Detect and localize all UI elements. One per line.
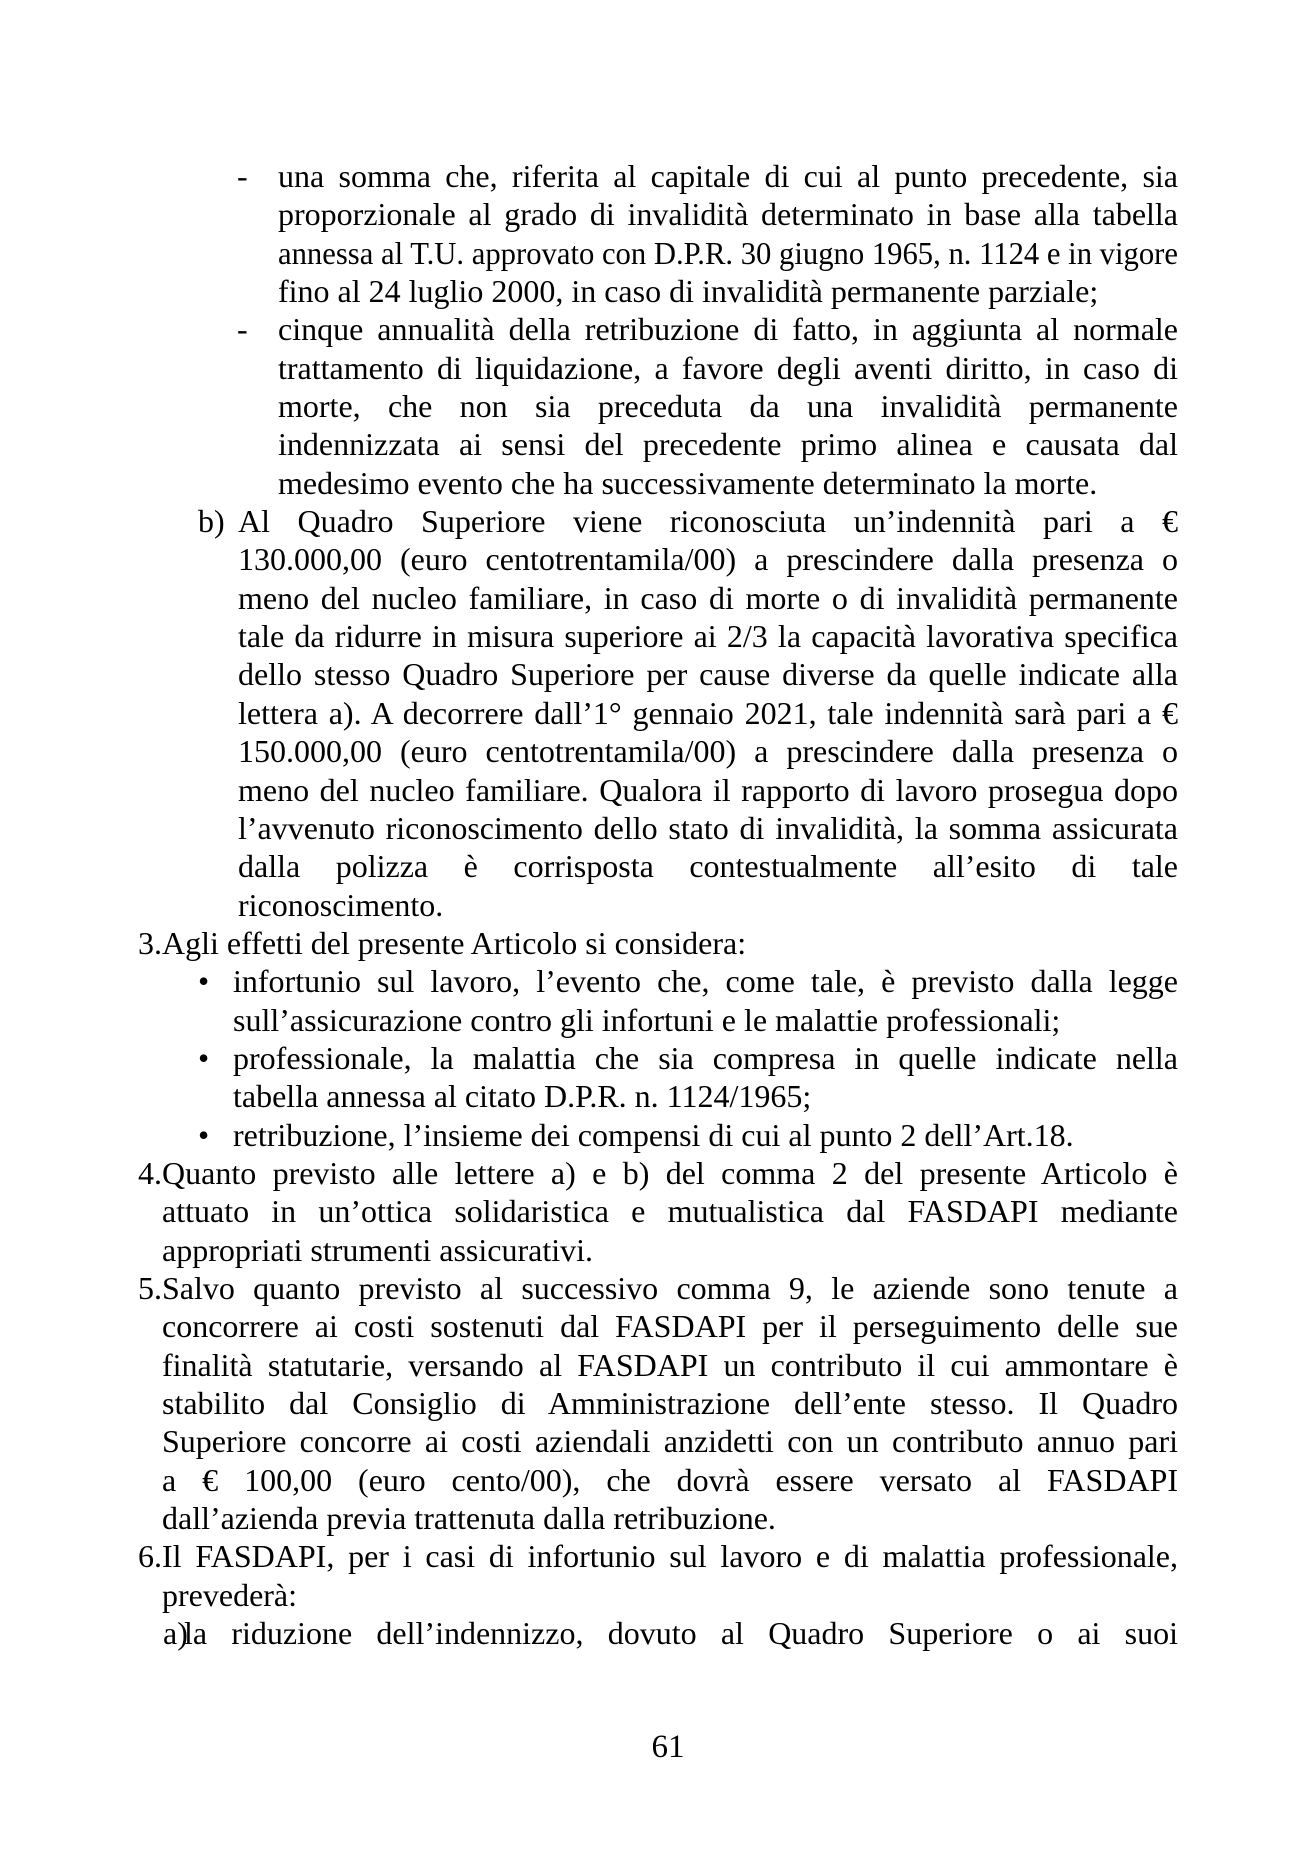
text-line: riconoscimento.: [238, 886, 444, 923]
list-item-letter-inline-a: [163, 1614, 1178, 1652]
text-line: trattamento di liquidazione, a favore degli aventi diritto, in caso di: [278, 349, 1178, 386]
list-item-number-6: [138, 1537, 1178, 1614]
text-line: tale da ridurre in misura superiore ai 2/3 la capacità lavorativa specifica: [238, 618, 1178, 655]
list-item-number-5: [138, 1269, 1178, 1537]
text-line: attuato in un’ottica solidaristica e mutualistica dal FASDAPI mediante: [162, 1193, 1178, 1230]
list-item-bullet-: [198, 1039, 1178, 1116]
list-item-number-4: [138, 1154, 1178, 1269]
list-marker: -: [237, 311, 248, 348]
text-line: proporzionale al grado di invalidità determinato in base alla tabella: [278, 196, 1178, 233]
list-marker: •: [198, 1039, 210, 1076]
text-line: l’avvenuto riconoscimento dello stato di invalidità, la somma assicurata: [238, 809, 1178, 846]
list-item-lines: [184, 1614, 1178, 1652]
text-line: stabilito dal Consiglio di Amministrazione dell’ente stesso. Il Quadro: [162, 1385, 1178, 1421]
list-item-lines: [278, 310, 1178, 502]
text-line: medesimo evento che ha successivamente determinato la morte.: [278, 464, 1098, 501]
list-marker: -: [237, 158, 248, 194]
text-line: Al Quadro Superiore viene riconosciuta un’indennità pari a €: [238, 503, 1178, 540]
text-line: 130.000,00 (euro centotrentamila/00) a prescindere dalla presenza o: [238, 541, 1178, 578]
text-line: sull’assicurazione contro gli infortuni e le malattie professionali;: [233, 1001, 1061, 1038]
text-line: retribuzione, l’insieme dei compensi di cui al punto 2 dell’Art.18.: [233, 1116, 1074, 1153]
list-item-dash-: [237, 157, 1178, 310]
list-item-lines: [233, 1116, 1178, 1154]
text-line: dall’azienda previa trattenuta dalla retribuzione.: [162, 1500, 776, 1537]
text-line: dello stesso Quadro Superiore per cause diverse da quelle indicate alla: [238, 656, 1178, 693]
text-line: finalità statutarie, versando al FASDAPI un contributo il cui ammontare è: [162, 1346, 1178, 1383]
text-line: a € 100,00 (euro cento/00), che dovrà essere versato al FASDAPI: [162, 1461, 1178, 1498]
text-line: prevederà:: [162, 1576, 298, 1613]
page-number: 61: [651, 1729, 685, 1765]
text-line: dalla polizza è corrisposta contestualmente all’esito di tale: [238, 848, 1178, 885]
list-item-bullet-: [198, 962, 1178, 1039]
list-item-lines: [233, 962, 1178, 1039]
list-item-lines: [162, 1154, 1178, 1269]
text-line: una somma che, riferita al capitale di cui al punto precedente, sia: [278, 158, 1178, 194]
text-line: tabella annessa al citato D.P.R. n. 1124/1965;: [233, 1078, 812, 1115]
list-marker: 4.: [138, 1154, 162, 1191]
list-marker: •: [198, 1116, 210, 1153]
text-line: indennizzata ai sensi del precedente primo alinea e causata dal: [278, 426, 1178, 463]
text-line: infortunio sul lavoro, l’evento che, come tale, è previsto dalla legge: [233, 963, 1178, 1000]
text-line: annessa al T.U. approvato con D.P.R. 30 giugno 1965, n. 1124 e in vigore: [278, 234, 1178, 271]
list-marker: a): [163, 1615, 188, 1652]
text-line: 150.000,00 (euro centotrentamila/00) a prescindere dalla presenza o: [238, 733, 1178, 770]
list-item-lines: [162, 1537, 1178, 1614]
list-marker: 3.: [138, 924, 162, 961]
list-marker: 5.: [138, 1269, 162, 1306]
list-item-number-3: [138, 924, 1178, 962]
list-item-lines: [238, 502, 1178, 924]
text-line: fino al 24 luglio 2000, in caso di invalidità permanente parziale;: [278, 273, 1099, 310]
text-line: cinque annualità della retribuzione di fatto, in aggiunta al normale: [278, 311, 1178, 348]
list-item-lines: [162, 924, 1178, 962]
list-item-lines: [278, 157, 1178, 310]
text-line: morte, che non sia preceduta da una invalidità permanente: [278, 388, 1178, 425]
list-marker: •: [198, 963, 210, 1000]
list-item-dash-: [237, 310, 1178, 502]
text-line: meno del nucleo familiare, in caso di morte o di invalidità permanente: [238, 579, 1178, 616]
text-line: Superiore concorre ai costi aziendali anzidetti con un contributo annuo pari: [162, 1423, 1178, 1460]
text-line: la riduzione dell’indennizzo, dovuto al Quadro Superiore o ai suoi: [184, 1615, 1178, 1652]
list-item-letter-b: [198, 502, 1178, 924]
text-line: Salvo quanto previsto al successivo comma 9, le aziende sono tenute a: [162, 1269, 1178, 1306]
text-line: lettera a). A decorrere dall’1° gennaio 2021, tale indennità sarà pari a €: [238, 694, 1178, 731]
text-line: Agli effetti del presente Articolo si considera:: [162, 924, 747, 961]
text-line: meno del nucleo familiare. Qualora il rapporto di lavoro prosegua dopo: [238, 771, 1178, 808]
text-line: Quanto previsto alle lettere a) e b) del comma 2 del presente Articolo è: [162, 1154, 1178, 1191]
list-item-bullet-: [198, 1116, 1178, 1154]
list-marker: b): [198, 503, 225, 540]
text-line: appropriati strumenti assicurativi.: [162, 1231, 593, 1268]
list-item-lines: [162, 1269, 1178, 1537]
document-text-column: [0, 157, 1300, 1652]
text-line: professionale, la malattia che sia compresa in quelle indicate nella: [233, 1039, 1178, 1076]
list-item-lines: [233, 1039, 1178, 1116]
list-marker: 6.: [138, 1538, 162, 1575]
text-line: Il FASDAPI, per i casi di infortunio sul lavoro e di malattia professionale,: [162, 1538, 1178, 1575]
text-line: concorrere ai costi sostenuti dal FASDAPI per il perseguimento delle sue: [162, 1308, 1178, 1345]
